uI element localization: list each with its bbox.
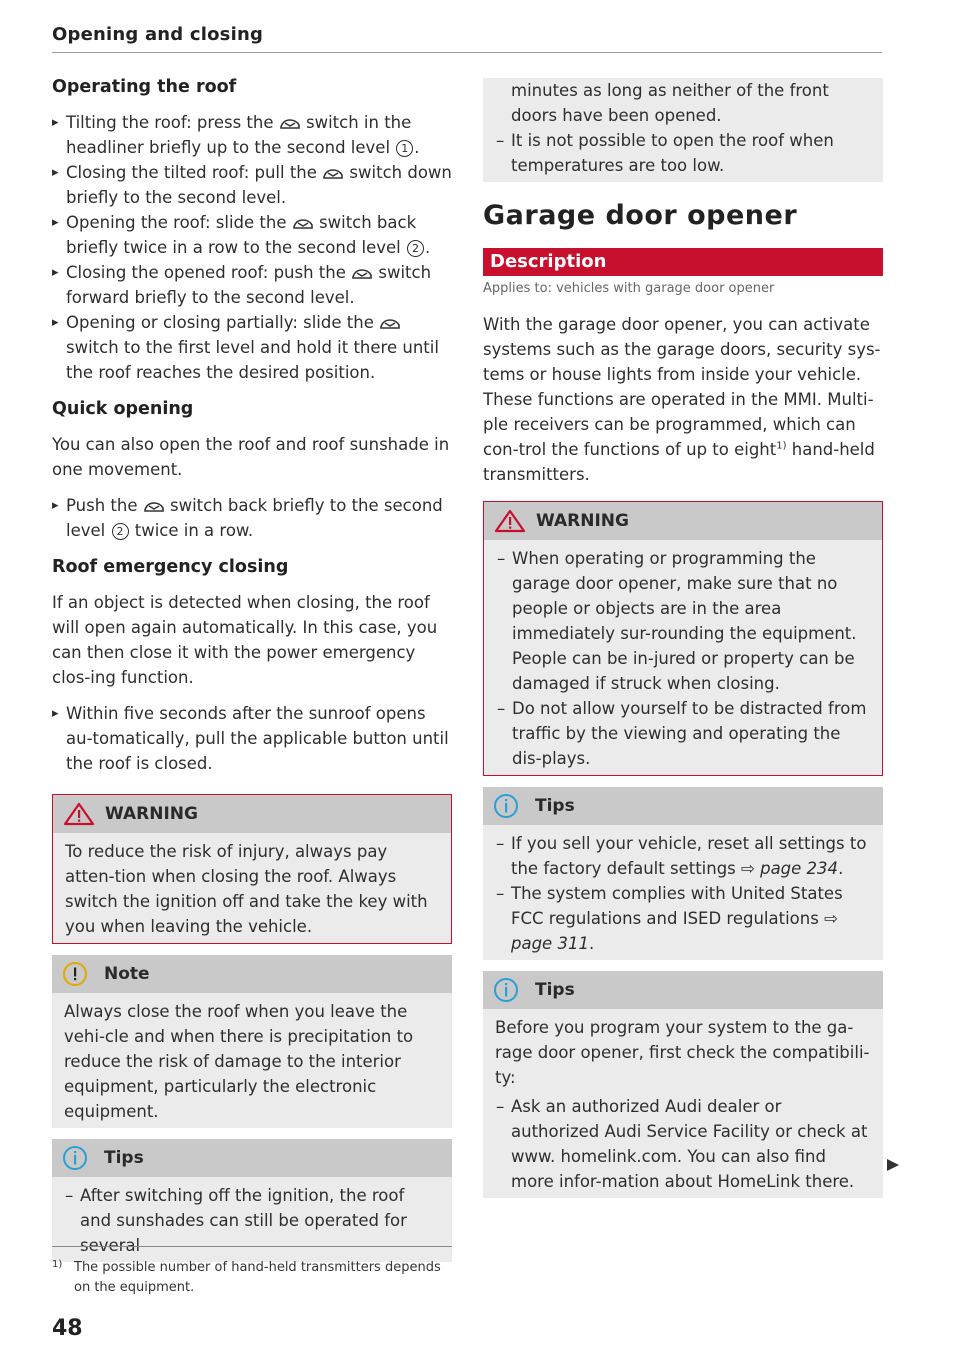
- bullet-closing-opened: ▸ Closing the opened roof: push the switch forward briefly to the second level.: [52, 260, 452, 310]
- left-column: [52, 74, 452, 1273]
- warning-item: – When operating or programming the garage door opener, make sure that no people or objects are in the area immediately sur-rounding the equipment. People can be in-jured or property can be damaged if struck when closing.: [484, 546, 870, 696]
- heading-emergency-closing: Roof emergency closing: [52, 557, 289, 577]
- tips-title: Tips: [535, 795, 575, 816]
- roof-switch-icon: [322, 167, 344, 181]
- tips-text: Before you program your system to the ga-rage door opener, first check the compatibili-ty:: [495, 1018, 870, 1087]
- tips-title: Tips: [104, 1147, 144, 1168]
- tips-header: [483, 971, 883, 1009]
- continue-arrow-icon: [886, 1158, 900, 1172]
- warning-box-right: [483, 501, 883, 776]
- page-number: 48: [52, 1316, 83, 1341]
- bullet-quick: ▸ Push the switch back briefly to the second level 2 twice in a row.: [52, 493, 452, 543]
- bullet-opening: ▸ Opening the roof: slide the switch back briefly twice in a row to the second level 2 .: [52, 210, 452, 260]
- tips-item-continued: minutes as long as neither of the front doors have been opened.: [511, 81, 829, 125]
- tips-title: Tips: [535, 979, 575, 1000]
- heading-operating-roof: Operating the roof: [52, 77, 237, 97]
- right-column: [483, 78, 883, 1209]
- roof-switch-icon: [351, 267, 373, 281]
- description-text: With the garage door opener, you can activate systems such as the garage doors, security sys-tems or house lights from inside your vehicle. These functions are operated in the MMI. Multi-ple receivers can be programmed, which can con-trol the functions of up to eight$^{1)}$ hand-held transmitters.: [483, 315, 881, 484]
- note-box: [52, 955, 452, 1128]
- level-badge: 1: [396, 140, 413, 157]
- note-header: [52, 955, 452, 993]
- description-bar: Description: [483, 248, 883, 276]
- applies-to: Applies to: vehicles with garage door opener: [483, 281, 775, 296]
- tips-item: – If you sell your vehicle, reset all settings to the factory default settings ⇨ page 234.: [483, 831, 871, 881]
- warning-text: To reduce the risk of injury, always pay atten-tion when closing the roof. Always switch the ignition off and take the key with you when leaving the vehicle.: [65, 842, 428, 936]
- warning-triangle-icon: [63, 802, 95, 826]
- note-icon: [62, 961, 88, 987]
- roof-switch-icon: [292, 217, 314, 231]
- warning-triangle-icon: [494, 509, 526, 533]
- note-text: Always close the roof when you leave the vehi-cle and when there is precipitation to reduce the risk of damage to the interior equipment, particularly the electronic equipment.: [64, 1002, 414, 1121]
- tips-item: – The system complies with United States FCC regulations and ISED regulations ⇨ page 311.: [483, 881, 871, 956]
- tips-box-left: [52, 1139, 452, 1262]
- info-icon: [493, 793, 519, 819]
- tips-item: – Ask an authorized Audi dealer or authorized Audi Service Facility or check at www. homelink.com. You can also find more infor-mation about HomeLink there.: [483, 1094, 871, 1194]
- quick-opening-text: You can also open the roof and roof sunshade in one movement.: [52, 435, 450, 479]
- footnote-text: The possible number of hand-held transmitters depends on the equipment.: [74, 1260, 441, 1295]
- warning-title: WARNING: [105, 803, 198, 824]
- header-title: Opening and closing: [52, 24, 264, 45]
- roof-switch-icon: [279, 117, 301, 131]
- roof-switch-icon: [379, 317, 401, 331]
- tips-item: – After switching off the ignition, the roof and sunshades can still be operated for several: [52, 1183, 440, 1258]
- info-icon: [62, 1145, 88, 1171]
- note-title: Note: [104, 963, 150, 984]
- section-title: Garage door opener: [483, 200, 798, 231]
- emergency-text: If an object is detected when closing, the roof will open again automatically. In this case, you can then close it with the power emergency clos-ing function.: [52, 593, 438, 687]
- tips-box-right-1: [483, 787, 883, 960]
- bullet-closing-tilted: ▸ Closing the tilted roof: pull the switch down briefly to the second level.: [52, 160, 452, 210]
- warning-item: – Do not allow yourself to be distracted from traffic by the viewing and operating the dis-plays.: [484, 696, 870, 771]
- bullet-tilting: ▸ Tilting the roof: press the switch in the headliner briefly up to the second level 1 .: [52, 110, 452, 160]
- tips-header: [483, 787, 883, 825]
- heading-quick-opening: Quick opening: [52, 399, 194, 419]
- tips-item: – It is not possible to open the roof when temperatures are too low.: [483, 128, 871, 178]
- tips-header: [52, 1139, 452, 1177]
- bullet-emergency: ▸ Within five seconds after the sunroof opens au-tomatically, pull the applicable button until the roof is closed.: [52, 701, 452, 776]
- warning-header: [484, 502, 882, 540]
- info-icon: [493, 977, 519, 1003]
- bullet-partial: ▸ Opening or closing partially: slide the switch to the first level and hold it there until the roof reaches the desired position.: [52, 310, 452, 385]
- warning-box-left: [52, 794, 452, 944]
- page-ref-link[interactable]: ⇨ page 234: [741, 859, 839, 878]
- footnote: [52, 1246, 452, 1298]
- warning-title: WARNING: [536, 510, 629, 531]
- tips-box-continued: [483, 78, 883, 182]
- roof-switch-icon: [143, 500, 165, 514]
- footnote-mark: 1): [52, 1259, 63, 1270]
- page-ref-link[interactable]: ⇨ page 311: [511, 909, 838, 953]
- warning-header: [53, 795, 451, 833]
- level-badge: 2: [112, 523, 129, 540]
- page-header: [52, 24, 882, 53]
- level-badge: 2: [407, 240, 424, 257]
- tips-box-right-2: [483, 971, 883, 1198]
